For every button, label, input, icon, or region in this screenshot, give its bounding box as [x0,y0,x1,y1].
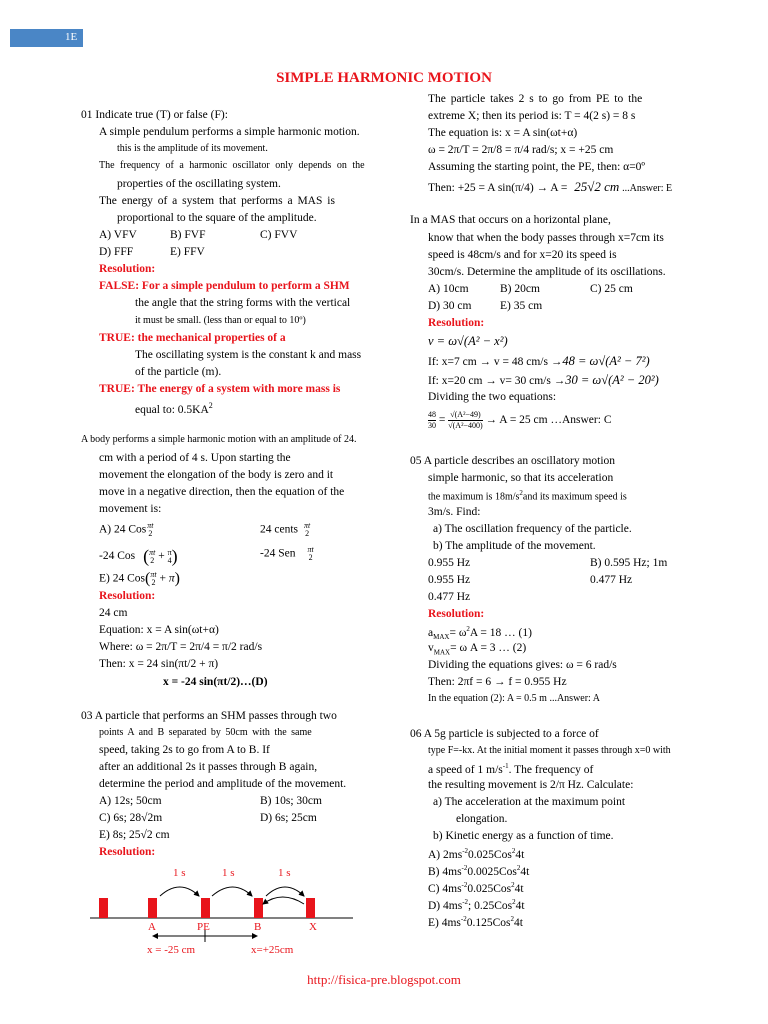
marker-block [306,898,315,918]
arc-arrow [266,887,304,896]
q1-option-d: D) FFF [99,246,134,258]
q5-part-a: a) The oscillation frequency of the particle. [433,523,632,535]
q6-l4: the resulting movement is 2/π Hz. Calculate: [428,779,634,791]
q1-option-e: E) FFV [170,246,205,258]
q5-r5: In the equation (2): A = 0.5 m ...Answer: A [428,693,601,704]
q1-r2: TRUE: the mechanical properties of a [99,332,286,344]
q1-s3b: proportional to the square of the amplitude. [117,212,317,224]
q5-option-5: 0.477 Hz [428,591,471,603]
q1-s1b: this is the amplitude of its movement. [117,143,268,154]
q5-r2: $v_{MAX}= \omega$ A = 3 … (2) [428,642,527,657]
q5-r1: $a_{MAX}= \omega^2A = 18$ … (1) [428,625,532,642]
q2-option-e: E) 24 Cos(πt 2 + π) [99,570,180,587]
q4-r1: v = ω√(A² − x²) [428,334,508,348]
q2-l1: A body performs a simple harmonic motion with an amplitude of 24. [81,434,357,445]
q4-l1: In a MAS that occurs on a horizontal plane, [410,214,611,226]
point-label-x: X [309,921,317,933]
q2-option-b: 24 cents πt 2 [260,521,311,538]
q6-option-b: B) $4ms^{-2}0.0025Cos^24t$ [428,864,530,878]
q4-option-a: A) 10cm [428,283,469,295]
q2-r5: x = -24 sin(πt/2)…(D) [163,676,268,688]
q3-option-b: B) 10s; 30cm [260,795,322,807]
q5-l3: the maximum is $18m/s^2and$ its maximum speed is [428,489,627,503]
footer-url-link[interactable]: http://fisica-pre.blogspot.com [307,972,461,987]
q2-l3: movement the elongation of the body is zero and it [99,469,334,481]
q6-option-a: A) $2ms^{-2}0.025Cos^24t$ [428,847,525,861]
cont-l2: extreme X; then its period is: T = 4(2 s) = 8 s [428,110,636,122]
q5-part-b: b) The amplitude of the movement. [433,540,596,552]
marker-block [99,898,108,918]
header-tab-label: 1E [65,31,78,43]
q4-l3: speed is 48cm/s and for x=20 its speed is [428,249,617,261]
q6-part-a: a) The acceleration at the maximum point [433,796,626,808]
q3-diagram [85,860,365,960]
q2-r3: Where: ω = 2π/T = 2π/4 = π/2 rad/s [99,641,263,653]
point-label-b: B [254,921,262,933]
cont-l4: ω = 2π/T = 2π/8 = π/4 rad/s; x = +25 cm [428,144,614,156]
q2-option-d: -24 Sen πt 2 [260,545,314,562]
q3-l2: points A and B separated by 50cm with the same [99,727,312,738]
q4-r2: If: x=7 cm → v = 48 cm/s →48 = ω√(A² − 7²) [428,354,650,368]
q5-r4: Then: 2πf = 6 → f = 0.955 Hz [428,676,567,688]
q4-option-c: C) 25 cm [590,283,633,295]
q3-option-e: E) 8s; 25√2 cm [99,829,170,841]
q1-option-c: C) FVV [260,229,298,241]
q2-l5: movement is: [99,503,162,515]
q1-option-a: A) VFV [99,229,137,241]
q3-l3: speed, taking 2s to go from A to B. If [99,744,270,756]
q1-r2c: of the particle (m). [135,366,222,378]
marker-block [201,898,210,918]
arc-arrow [212,887,252,896]
q4-l4: 30cm/s. Determine the amplitude of its oscillations. [428,266,666,278]
q1-s2b: properties of the oscillating system. [117,178,281,190]
q1-resolution-label: Resolution: [99,263,156,275]
q5-l4: 3m/s. Find: [428,506,481,518]
q1-s3a: The energy of a system that performs a MAS is [99,195,335,207]
q4-r3: If: x=20 cm → v= 30 cm/s →30 = ω√(A² − 20²) [428,373,659,387]
q6-part-b: b) Kinetic energy as a function of time. [433,830,614,842]
q4-l2: know that when the body passes through x=7cm its [428,232,664,244]
q2-option-c: -24 Cos (πt 2 + π 4) [99,546,178,566]
q1-r3b: equal to: $0.5KA^2$ [135,401,213,416]
q4-option-e: E) 35 cm [500,300,543,312]
q3-resolution-label: Resolution: [99,846,156,858]
marker-block [148,898,157,918]
cont-l5: Assuming the starting point, the PE, then: α=0º [428,161,645,173]
q5-option-4: 0.477 Hz [590,574,633,586]
cont-l6: Then: +25 = A sin(π/4) → A = 25√2 cm ...Answer: E [428,179,673,194]
q3-option-c: C) 6s; 28√2m [99,812,163,824]
q2-r4: Then: x = 24 sin(πt/2 + π) [99,658,219,670]
q5-option-1: 0.955 Hz [428,557,471,569]
q5-l2: simple harmonic, so that its acceleration [428,472,614,484]
q5-resolution-label: Resolution: [428,608,485,620]
q1-stem: 01 Indicate true (T) or false (F): [81,109,228,121]
x-left-label: x = -25 cm [147,944,196,956]
q1-r1c: it must be small. (less than or equal to 10º) [135,315,306,326]
time-label: 1 s [222,867,235,879]
q1-r3: TRUE: The energy of a system with more mass is [99,383,341,395]
time-label: 1 s [278,867,291,879]
cont-l1: The particle takes 2 s to go from PE to the [428,93,643,105]
arc-arrow [160,887,199,896]
q2-l4: move in a negative direction, then the equation of the [99,486,345,498]
q2-r1: 24 cm [99,607,128,619]
q6-l1: 06 A 5g particle is subjected to a force of [410,728,599,740]
q3-l4: after an additional 2s it passes through B again, [99,761,318,773]
q2-r2: Equation: x = A sin(ωt+α) [99,624,219,636]
q1-r1b: the angle that the string forms with the vertical [135,297,351,309]
q4-r4: Dividing the two equations: [428,391,557,403]
q6-l3: a speed of 1 $m/s^{-1}$. The frequency of [428,762,594,776]
q6-option-d: D) $4ms^{-2}$; 0.25Cos$^2$4t [428,898,525,912]
arc-arrow [263,897,304,904]
q4-option-d: D) 30 cm [428,300,472,312]
q1-s1a: A simple pendulum performs a simple harmonic motion. [99,126,360,138]
q6-option-c: C) $4ms^{-2}0.025Cos^24t$ [428,881,524,895]
marker-block [254,898,263,918]
q1-r2b: The oscillating system is the constant k and mass [135,349,362,361]
q6-l2: type F=-kx. At the initial moment it passes through x=0 with [428,745,671,756]
cont-l3: The equation is: x = A sin(ωt+α) [428,127,578,139]
q2-resolution-label: Resolution: [99,590,156,602]
q6-part-a2: elongation. [456,813,508,825]
time-label: 1 s [173,867,186,879]
q4-resolution-label: Resolution: [428,317,485,329]
q2-option-a: A) 24 Cosπt 2 [99,521,154,538]
q6-option-e: E) $4ms^{-2}0.125Cos^24t$ [428,915,523,929]
page-title: SIMPLE HARMONIC MOTION [276,70,492,86]
q4-r5: $\frac{48}{30}$ = $\frac{\text{√(A²−49)}}{\text{√(A²−400)}} \to A = 25$ cm …Answer: C [428,410,612,430]
point-label-pe: PE [197,921,210,933]
q5-option-2: B) 0.595 Hz; 1m [590,557,668,569]
q5-l1: 05 A particle describes an oscillatory motion [410,455,616,467]
q2-l2: cm with a period of 4 s. Upon starting the [99,452,291,464]
x-right-label: x=+25cm [251,944,294,956]
q1-s2a: The frequency of a harmonic oscillator only depends on the [99,160,365,171]
q3-l1: 03 A particle that performs an SHM passes through two [81,710,337,722]
q1-option-b: B) FVF [170,229,206,241]
q3-l5: determine the period and amplitude of the movement. [99,778,347,790]
point-label-a: A [148,921,156,933]
q3-option-a: A) 12s; 50cm [99,795,162,807]
q4-option-b: B) 20cm [500,283,540,295]
q3-option-d: D) 6s; 25cm [260,812,317,824]
q1-r1: FALSE: For a simple pendulum to perform a SHM [99,280,350,292]
header-tab [10,29,83,47]
q5-r3: Dividing the equations gives: ω = 6 rad/s [428,659,617,671]
q5-option-3: 0.955 Hz [428,574,471,586]
